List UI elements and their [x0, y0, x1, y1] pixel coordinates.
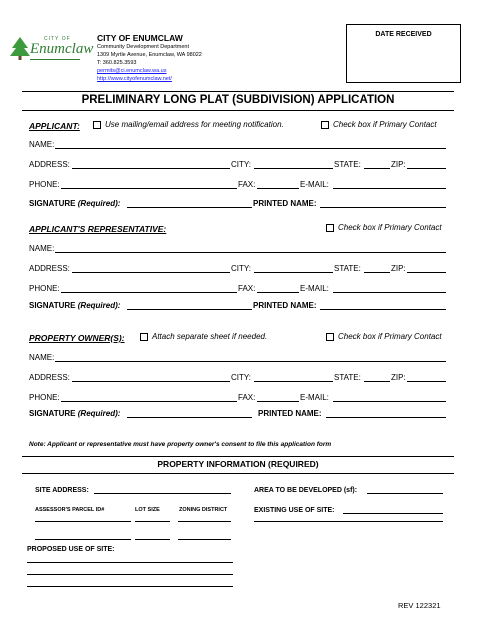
applicant-city-field[interactable] — [254, 168, 333, 169]
applicant-address-field[interactable] — [72, 168, 230, 169]
owner-city-field[interactable] — [254, 381, 333, 382]
proposed-use-field-2[interactable] — [27, 574, 233, 575]
owner-fax-field[interactable] — [257, 401, 299, 402]
applicant-city-label: CITY: — [231, 160, 252, 169]
parcel-id-field-1[interactable] — [35, 521, 131, 522]
applicant-address-label: ADDRESS: — [29, 160, 70, 169]
proposed-use-field-1[interactable] — [27, 562, 233, 563]
owner-address-field[interactable] — [72, 381, 230, 382]
applicant-name-label: NAME: — [29, 140, 55, 149]
site-address-label: SITE ADDRESS: — [35, 487, 89, 494]
owner-signature-label — [29, 410, 120, 418]
title-rule-bottom — [22, 110, 454, 111]
date-received-box — [346, 24, 461, 83]
owner-phone-label: PHONE: — [29, 393, 60, 402]
representative-city-field[interactable] — [254, 272, 333, 273]
city-logo — [8, 34, 94, 64]
representative-city-label: CITY: — [231, 264, 252, 273]
separate-sheet-note: Attach separate sheet if needed. — [152, 332, 268, 341]
representative-signature-field[interactable] — [127, 309, 252, 310]
zoning-label: ZONING DISTRICT — [179, 507, 228, 513]
date-received-label: DATE RECEIVED — [375, 31, 432, 38]
page-title: PRELIMINARY LONG PLAT (SUBDIVISION) APPLICATION — [81, 94, 395, 106]
owner-state-label: STATE: — [334, 373, 361, 382]
required-text: (Required): — [77, 199, 121, 208]
signature-text: SIGNATURE — [29, 301, 78, 310]
existing-use-field[interactable] — [343, 513, 443, 514]
owner-name-field[interactable] — [55, 361, 446, 362]
applicant-state-field[interactable] — [364, 168, 390, 169]
required-text: (Required): — [77, 409, 121, 418]
required-text: (Required): — [77, 301, 121, 310]
owner-printed-name-label: PRINTED NAME: — [258, 409, 322, 418]
owner-city-label: CITY: — [231, 373, 252, 382]
applicant-name-field[interactable] — [55, 148, 446, 149]
zoning-field-2[interactable] — [178, 539, 231, 540]
representative-zip-label: ZIP: — [391, 264, 406, 273]
representative-fax-field[interactable] — [257, 292, 299, 293]
representative-phone-label: PHONE: — [29, 284, 60, 293]
applicant-signature-field[interactable] — [127, 207, 252, 208]
representative-email-label: E-MAIL: — [300, 284, 329, 293]
applicant-printed-name-label: PRINTED NAME: — [253, 199, 317, 208]
applicant-heading: APPLICANT: — [29, 121, 80, 131]
owner-zip-field[interactable] — [407, 381, 446, 382]
org-address: 1309 Myrtle Avenue, Enumclaw, WA 98022 — [97, 52, 202, 58]
org-email-link[interactable]: permits@ci.enumclaw.wa.us — [97, 68, 167, 74]
owner-email-field[interactable] — [333, 401, 446, 402]
representative-state-field[interactable] — [364, 272, 390, 273]
representative-address-field[interactable] — [72, 272, 230, 273]
owner-state-field[interactable] — [364, 381, 390, 382]
representative-primary-contact-label: Check box if Primary Contact — [338, 223, 442, 232]
area-developed-field[interactable] — [367, 493, 443, 494]
representative-address-label: ADDRESS: — [29, 264, 70, 273]
lot-size-field-1[interactable] — [135, 521, 170, 522]
owner-primary-contact-checkbox[interactable] — [326, 333, 334, 341]
area-developed-label: AREA TO BE DEVELOPED (sf): — [254, 487, 358, 494]
applicant-email-label: E-MAIL: — [300, 180, 329, 189]
consent-rule — [22, 456, 454, 457]
proposed-use-field-3[interactable] — [27, 586, 233, 587]
applicant-state-label: STATE: — [334, 160, 361, 169]
applicant-zip-label: ZIP: — [391, 160, 406, 169]
owner-address-label: ADDRESS: — [29, 373, 70, 382]
applicant-email-field[interactable] — [333, 188, 446, 189]
signature-text: SIGNATURE — [29, 199, 78, 208]
parcel-id-label: ASSESSOR'S PARCEL ID# — [35, 507, 105, 513]
owner-printed-name-field[interactable] — [326, 417, 446, 418]
property-heading-rule — [22, 473, 454, 474]
applicant-fax-label: FAX: — [238, 180, 256, 189]
applicant-primary-contact-checkbox[interactable] — [321, 121, 329, 129]
parcel-id-field-2[interactable] — [35, 539, 131, 540]
representative-printed-name-label: PRINTED NAME: — [253, 301, 317, 310]
applicant-printed-name-field[interactable] — [320, 207, 446, 208]
title-rule-top — [22, 91, 454, 92]
applicant-zip-field[interactable] — [407, 168, 446, 169]
representative-phone-field[interactable] — [61, 292, 237, 293]
org-website-link[interactable]: http://www.cityofenumclaw.net/ — [97, 76, 172, 82]
owner-signature-field[interactable] — [127, 417, 252, 418]
owner-phone-field[interactable] — [61, 401, 237, 402]
applicant-fax-field[interactable] — [257, 188, 299, 189]
property-heading: PROPERTY INFORMATION (REQUIRED) — [157, 459, 319, 469]
representative-name-label: NAME: — [29, 244, 55, 253]
representative-printed-name-field[interactable] — [320, 309, 446, 310]
site-address-field[interactable] — [94, 493, 231, 494]
existing-use-label: EXISTING USE OF SITE: — [254, 507, 335, 514]
representative-name-field[interactable] — [55, 252, 446, 253]
representative-state-label: STATE: — [334, 264, 361, 273]
owner-fax-label: FAX: — [238, 393, 256, 402]
owner-heading: PROPERTY OWNER(S): — [29, 333, 125, 343]
org-dept: Community Development Department — [97, 44, 190, 50]
representative-email-field[interactable] — [333, 292, 446, 293]
representative-signature-label — [29, 302, 120, 310]
applicant-signature-label — [29, 200, 120, 208]
revision-label: REV 122321 — [398, 601, 441, 610]
signature-text: SIGNATURE — [29, 409, 78, 418]
logo-underline — [30, 59, 80, 60]
mailing-note: Use mailing/email address for meeting notification. — [105, 120, 284, 129]
lot-size-field-2[interactable] — [135, 539, 170, 540]
separate-sheet-checkbox[interactable] — [140, 333, 148, 341]
representative-primary-contact-checkbox[interactable] — [326, 224, 334, 232]
representative-heading: APPLICANT'S REPRESENTATIVE: — [29, 224, 167, 234]
org-phone: T: 360.825.3593 — [97, 60, 137, 66]
logo-small-text: CITY OF — [44, 36, 71, 42]
applicant-primary-contact-label: Check box if Primary Contact — [333, 120, 437, 129]
owner-email-label: E-MAIL: — [300, 393, 329, 402]
owner-primary-contact-label: Check box if Primary Contact — [338, 332, 442, 341]
applicant-phone-label: PHONE: — [29, 180, 60, 189]
proposed-use-label: PROPOSED USE OF SITE: — [27, 546, 115, 553]
logo-wordmark: Enumclaw — [30, 41, 94, 57]
representative-zip-field[interactable] — [407, 272, 446, 273]
applicant-phone-field[interactable] — [61, 188, 237, 189]
consent-note: Note: Applicant or representative must have property owner's consent to file this application form — [29, 441, 332, 448]
zoning-field-1[interactable] — [178, 521, 231, 522]
lot-size-label: LOT SIZE — [135, 507, 160, 513]
owner-name-label: NAME: — [29, 353, 55, 362]
existing-use-field-2[interactable] — [254, 521, 443, 522]
org-name: CITY OF ENUMCLAW — [97, 33, 183, 43]
tree-icon — [8, 36, 32, 60]
owner-zip-label: ZIP: — [391, 373, 406, 382]
representative-fax-label: FAX: — [238, 284, 256, 293]
mailing-notification-checkbox[interactable] — [93, 121, 101, 129]
